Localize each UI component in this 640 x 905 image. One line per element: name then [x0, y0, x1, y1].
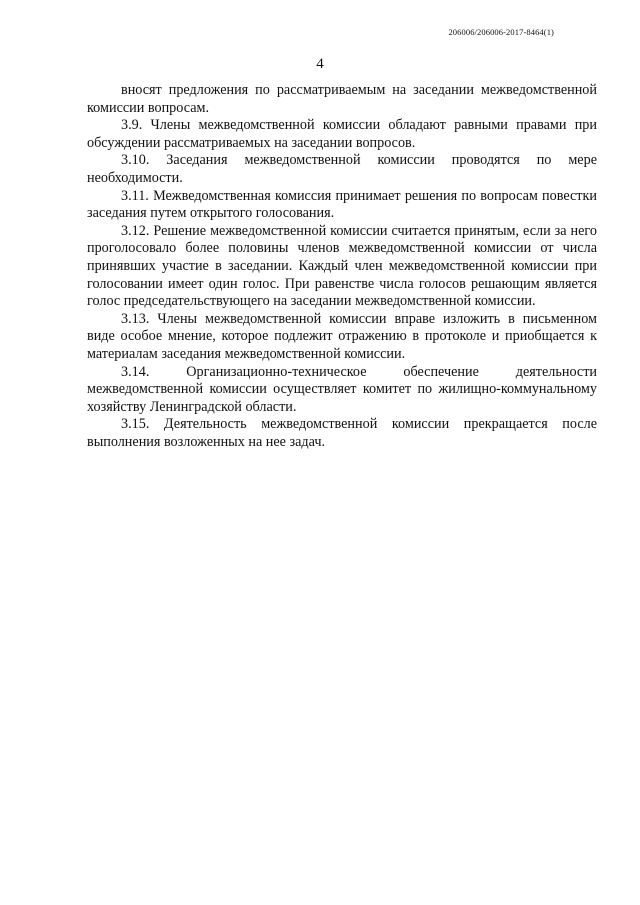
- paragraph-3-9: 3.9. Члены межведомственной комиссии обладают равными правами при обсуждении рассматриваемых на заседании вопросов.: [87, 117, 597, 151]
- paragraph-3-11: 3.11. Межведомственная комиссия принимает решения по вопросам повестки заседания путем открытого голосования.: [87, 187, 597, 222]
- paragraph-3-14: 3.14. Организационно-техническое обеспечение деятельности межведомственной комиссии осуществляет комитет по жилищно-коммунальному хозяйству Ленинградской области.: [87, 363, 597, 415]
- document-body: [87, 82, 597, 451]
- paragraph-continuation: вносят предложения по рассматриваемым на заседании межведомственной комиссии вопросам.: [87, 82, 597, 116]
- paragraph-3-13: 3.13. Члены межведомственной комиссии вправе изложить в письменном виде особое мнение, которое подлежит отражению в протоколе и приобщается к материалам заседания межведомственной комиссии.: [87, 310, 597, 362]
- paragraph-3-12: 3.12. Решение межведомственной комиссии считается принятым, если за него проголосовало более половины членов межведомственной комиссии от числа принявших участие в заседании. Каждый член межведомственной комиссии при голосовании имеет один голос. При равенстве числа голосов решающим является голос председательствующего на заседании межведомственной комиссии.: [87, 222, 597, 310]
- paragraph-3-15: 3.15. Деятельность межведомственной комиссии прекращается после выполнения возложенных на нее задач.: [87, 416, 597, 450]
- page-number: 4: [316, 56, 324, 72]
- paragraph-3-10: 3.10. Заседания межведомственной комиссии проводятся по мере необходимости.: [87, 152, 597, 186]
- document-id: 206006/206006-2017-8464(1): [448, 27, 554, 37]
